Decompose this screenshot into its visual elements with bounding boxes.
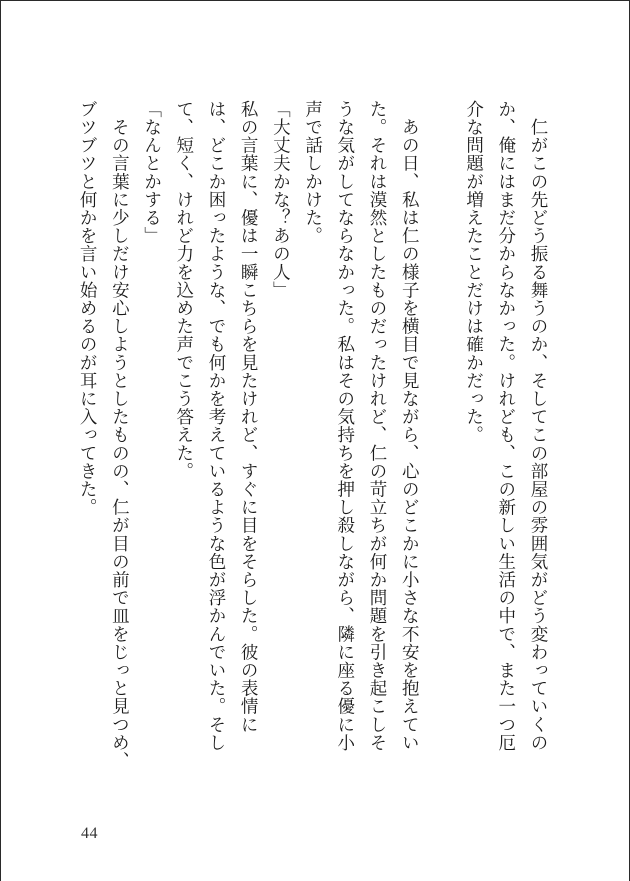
text-line: 介な問題が増えたことだけは確かだった。	[463, 100, 484, 444]
text-line: その言葉に少しだけ安心しようとしたものの、仁が目の前で皿をじっと見つめ、	[109, 118, 130, 770]
text-line: 仁がこの先どう振る舞うのか、そしてこの部屋の雰囲気がどう変わっていくの	[528, 118, 548, 752]
text-line: ブツブツと何かを言い始めるのが耳に入ってきた。	[77, 100, 98, 517]
text-line: あの日、私は仁の様子を横目で見ながら、心のどこかに小さな不安を抱えてい	[399, 118, 420, 752]
page-number: 44	[81, 825, 98, 842]
text-line: か、俺にはまだ分からなかった。けれども、この新しい生活の中で、また一つ厄	[495, 100, 516, 752]
vertical-text-body	[71, 100, 554, 830]
text-line: は、どこか困ったような、でも何かを考えているような色が浮かんでいた。そし	[205, 100, 226, 752]
text-line: 声で話しかけた。	[302, 100, 323, 245]
text-line: うな気がしてならなかった。私はその気持ちを押し殺しながら、隣に座る優に小	[334, 100, 355, 752]
dialogue-line: 「大丈夫かな？あの人」	[270, 100, 291, 300]
text-line: た。それは漠然としたものだったけれど、仁の苛立ちが何か問題を引き起こしそ	[366, 100, 387, 752]
blank-line	[425, 100, 457, 830]
text-line: て、短く、けれど力を込めた声でこう答えた。	[173, 100, 194, 481]
text-line: 私の言葉に、優は一瞬こちらを見たけれど、すぐに目をそらした。彼の表情に	[238, 100, 259, 734]
dialogue-line: 「なんとかする」	[141, 100, 162, 245]
